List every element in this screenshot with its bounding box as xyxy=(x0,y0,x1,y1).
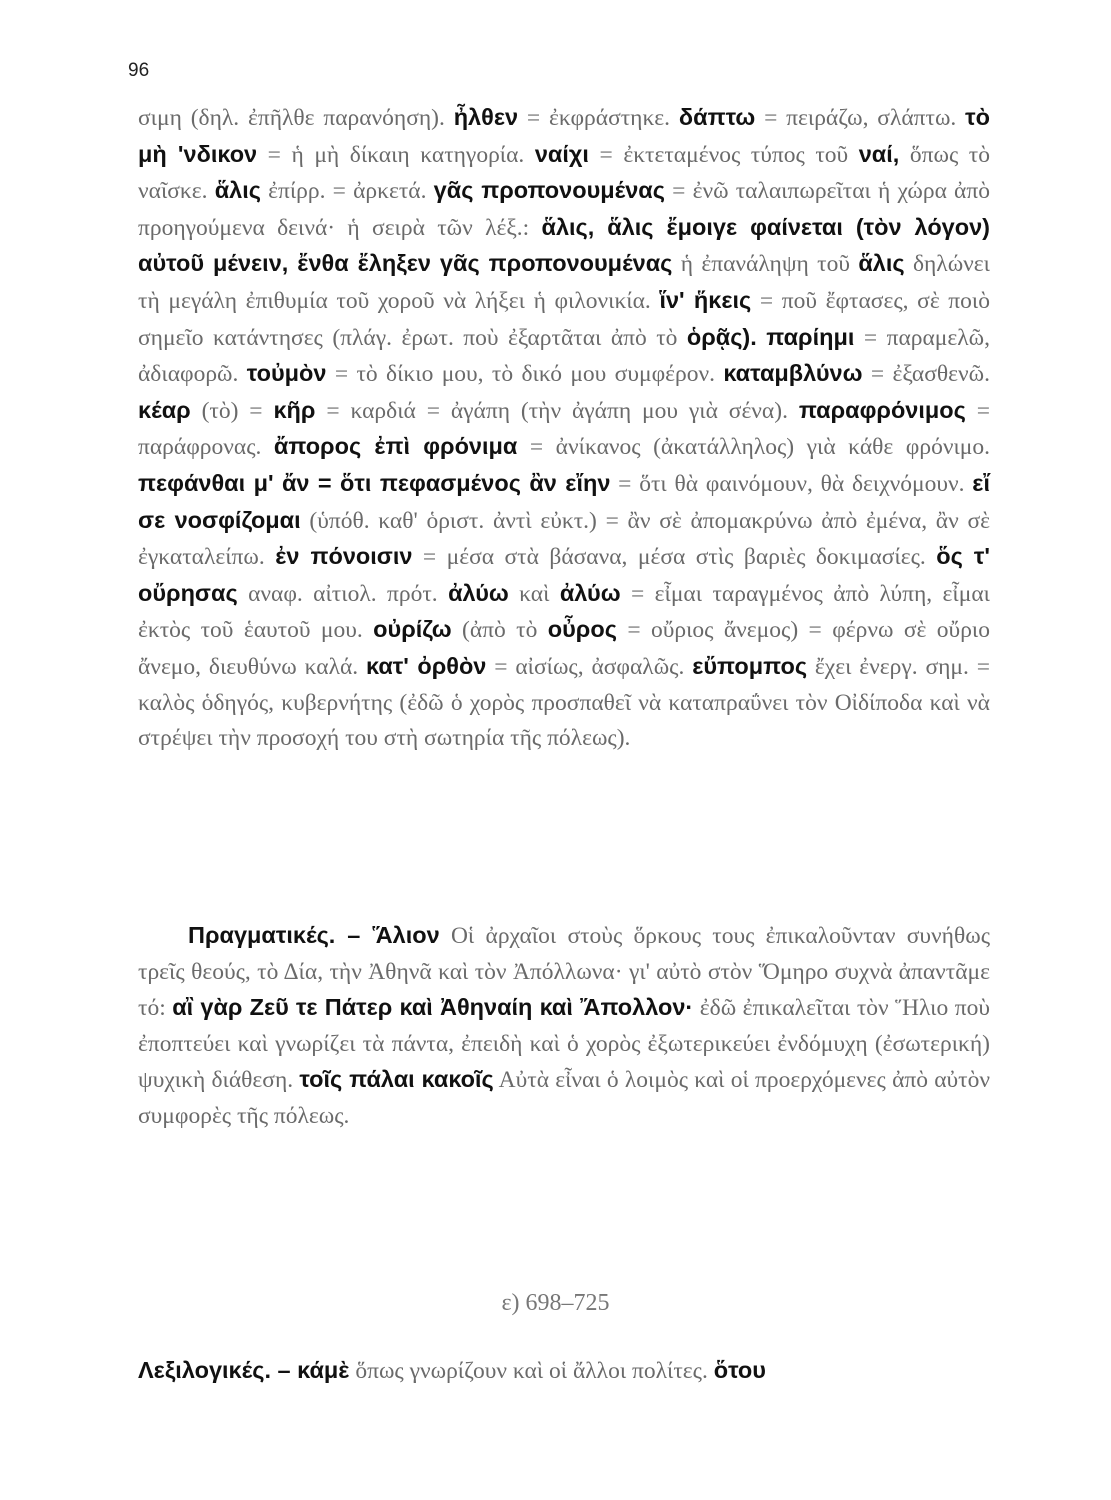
glossary-gloss: = πειράζω, σλάπτω. xyxy=(755,105,966,131)
glossary-term: ἐν πόνοισιν xyxy=(275,543,413,570)
glossary-gloss: = ἐξασθενῶ. xyxy=(862,361,990,388)
glossary-term: ὁρᾷς). xyxy=(686,323,757,350)
pragmatikes-gloss: Οἱ ἀρχαῖοι στοὺς ὅρκους τους ἐπικαλοῦνταν συνήθως τρεῖς θεούς, τὸ Δία, τὴν Ἀθηνᾶ καὶ τὸν Ἀπόλλωνα· γι' αὐτὸ στὸν Ὅμηρο συχνὰ ἀπαντᾶμε τό: xyxy=(138,923,990,1022)
glossary-term: ὅς τ' οὔρησας xyxy=(138,543,990,606)
glossary-gloss: ὅπως τὸ ναῖσκε. xyxy=(138,141,990,205)
glossary-gloss: = τὸ δίκιο μου, τὸ δικό μου συμφέρον. xyxy=(326,361,724,388)
glossary-gloss: (τὸ) = xyxy=(190,397,274,424)
glossary-term: εἴ σε νοσφίζομαι xyxy=(138,469,990,533)
glossary-term: παρίημι xyxy=(766,323,855,350)
section-marker: ε) 698–725 xyxy=(501,1290,610,1316)
lexilogikes-term: Λεξιλογικές. – xyxy=(138,1357,298,1383)
lexilogikes-term: ὅτου xyxy=(713,1357,766,1383)
glossary-term: ναί, xyxy=(858,140,900,167)
glossary-gloss: = παράφρονας. xyxy=(138,397,990,461)
lexilogikes-gloss: ὅπως γνωρίζουν καὶ οἱ ἄλλοι πολίτες. xyxy=(349,1358,714,1384)
glossary-gloss: δηλώνει τὴ μεγάλη ἐπιθυμία τοῦ χοροῦ νὰ λήξει ἡ φιλονικία. xyxy=(138,251,990,314)
glossary-gloss xyxy=(757,325,766,351)
glossary-gloss: = παραμελῶ, ἀδιαφορῶ. xyxy=(138,324,990,388)
glossary-term: πεφάνθαι μ' ἄν = ὅτι πεφασμένος ἂν εἴην xyxy=(138,469,611,496)
lexilogikes-paragraph xyxy=(138,1353,990,1390)
glossary-gloss: καὶ xyxy=(508,580,560,607)
glossary-gloss: σιμη (δηλ. ἐπῆλθε παρανόηση). xyxy=(138,105,454,131)
glossary-paragraph xyxy=(138,100,990,757)
glossary-gloss: = ἐνῶ ταλαιπωρεῖται ἡ χώρα ἀπὸ προηγούμενα δεινά· ἡ σειρὰ τῶν λέξ.: xyxy=(138,178,990,241)
glossary-term: γᾶς προπονουμένας xyxy=(433,177,665,204)
glossary-gloss: = οὔριος ἄνεμος) = φέρνω σὲ οὔριο ἄνεμο, διευθύνω καλά. xyxy=(138,617,990,680)
glossary-gloss: ἐπίρρ. = ἀρκετά. xyxy=(260,178,434,205)
glossary-term: δάπτω xyxy=(678,104,756,130)
glossary-term: εὔπομπος xyxy=(692,652,808,679)
pragmatikes-gloss: Αὐτὰ εἶναι ὁ λοιμὸς καὶ οἱ προερχόμενες ἀπὸ αὐτὸν συμφορὲς τῆς πόλεως. xyxy=(138,1067,990,1129)
pragmatikes-term: Πραγματικές. – xyxy=(188,922,373,948)
glossary-gloss: = καρδιά = ἀγάπη (τὴν ἀγάπη μου γιὰ σένα). xyxy=(315,397,799,424)
pragmatikes-term: τοῖς πάλαι κακοῖς xyxy=(299,1066,494,1093)
pragmatikes-paragraph xyxy=(138,918,990,1135)
glossary-gloss: = ἐκφράστηκε. xyxy=(518,105,679,131)
glossary-gloss: = αἰσίως, ἀσφαλῶς. xyxy=(486,653,693,680)
glossary-term: κέαρ xyxy=(138,396,191,423)
lexilogikes-term: κάμὲ xyxy=(297,1357,350,1383)
glossary-term: καταμβλύνω xyxy=(723,360,863,387)
glossary-term: ἅλις xyxy=(858,250,905,277)
glossary-term: ἵν' ἥκεις xyxy=(659,286,752,313)
glossary-gloss: ἔχει ἐνεργ. σημ. = καλὸς ὁδηγός, κυβερνήτης (ἐδῶ ὁ χορὸς προσπαθεῖ νὰ καταπραΰνει τὸν Οἰδίποδα καὶ νὰ στρέψει τὴν προσοχή του στὴ σωτηρία τῆς πόλεως). xyxy=(138,653,990,752)
glossary-term: ἅλις, ἅλις ἔμοιγε φαίνεται (τὸν λόγον) αὐτοῦ μένειν, ἔνθα ἔληξεν γᾶς προπονουμένας xyxy=(138,213,991,277)
glossary-term: ἀλύω xyxy=(448,579,509,606)
glossary-term: ἀλύω xyxy=(559,579,621,606)
glossary-term: τοὐμὸν xyxy=(246,360,327,387)
pragmatikes-term: Ἅλιον xyxy=(372,922,440,948)
glossary-gloss: ἡ ἐπανάληψη τοῦ xyxy=(672,251,859,278)
glossary-gloss: = ποῦ ἔφτασες, σὲ ποιὸ σημεῖο κατάντησες (πλάγ. ἐρωτ. ποὺ ἐξαρτᾶται ἀπὸ τὸ xyxy=(138,287,990,351)
glossary-gloss: = ἀνίκανος (ἀκατάλληλος) γιὰ κάθε φρόνιμο. xyxy=(517,434,991,461)
glossary-term: ἄπορος ἐπὶ φρόνιμα xyxy=(273,433,518,460)
page-number: 96 xyxy=(128,60,150,81)
glossary-gloss: = ὅτι θὰ φαινόμουν, θὰ δειχνόμουν. xyxy=(610,470,973,497)
glossary-gloss: = ἡ μὴ δίκαιη κατηγορία. xyxy=(257,141,535,168)
glossary-term: κῆρ xyxy=(273,396,316,423)
glossary-term: ἅλις xyxy=(214,177,261,204)
glossary-gloss: = εἶμαι ταραγμένος ἀπὸ λύπη, εἶμαι ἐκτὸς τοῦ ἑαυτοῦ μου. xyxy=(138,580,990,644)
glossary-term: ἦλθεν xyxy=(453,104,519,130)
glossary-term: ναίχι xyxy=(534,140,589,167)
glossary-term: παραφρόνιμος xyxy=(798,396,966,423)
glossary-gloss: (ἀπὸ τὸ xyxy=(451,617,548,644)
glossary-term: κατ' ὀρθὸν xyxy=(366,652,487,679)
glossary-gloss: (ὑπόθ. καθ' ὁριστ. ἀντὶ εὐκτ.) = ἂν σὲ ἀπομακρύνω ἀπὸ ἐμένα, ἂν σὲ ἐγκαταλείπω. xyxy=(138,507,990,571)
glossary-gloss: = ἐκτεταμένος τύπος τοῦ xyxy=(588,141,859,168)
glossary-gloss: = μέσα στὰ βάσανα, μέσα στὶς βαριὲς δοκιμασίες. xyxy=(412,544,937,571)
glossary-term: τὸ μὴ 'νδικον xyxy=(138,104,990,167)
glossary-term: οὖρος xyxy=(547,616,617,643)
glossary-term: οὐρίζω xyxy=(373,616,452,643)
pragmatikes-term: αἲ γὰρ Ζεῦ τε Πάτερ καὶ Ἀθηναίη καὶ Ἄπολλον· xyxy=(172,994,694,1021)
pragmatikes-gloss: ἐδῶ ἐπικαλεῖται τὸν Ἥλιο ποὺ ἐποπτεύει καὶ γνωρίζει τὰ πάντα, ἐπειδὴ καὶ ὁ χορὸς ἐξωτερικεύει ἐνδόμυχη (ἐσωτερική) ψυχικὴ διάθεση. xyxy=(138,995,990,1094)
glossary-gloss: αναφ. αἰτιολ. πρότ. xyxy=(237,580,449,607)
